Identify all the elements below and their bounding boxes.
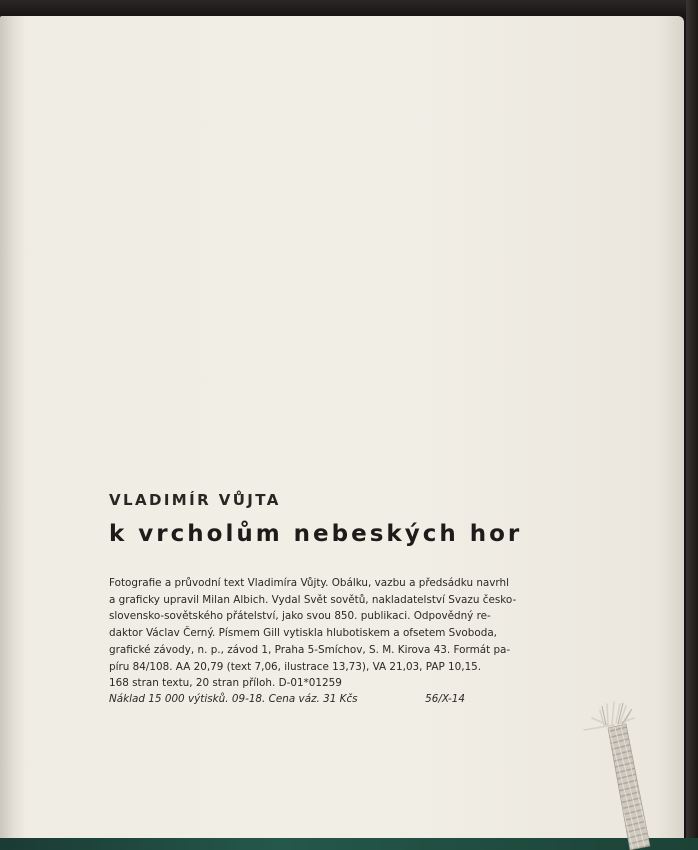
imprint-line: daktor Václav Černý. Písmem Gill vytiskla hlubotiskem a ofsetem Svoboda, xyxy=(109,627,497,640)
bookmark-ribbon xyxy=(574,700,664,850)
catalog-code: 56/X-14 xyxy=(425,693,465,705)
book-title: k vrcholům nebeských hor xyxy=(109,521,523,547)
imprint-line: slovensko-sovětského přátelství, jako svou 850. publikaci. Odpovědný re- xyxy=(109,610,491,623)
imprint-line: píru 84/108. AA 20,79 (text 7,06, ilustrace 13,73), VA 21,03, PAP 10,15. xyxy=(109,660,482,673)
imprint-line: Fotografie a průvodní text Vladimíra Vůjty. Obálku, vazbu a předsádku navrhl xyxy=(109,577,509,589)
edition-line xyxy=(109,693,465,705)
imprint-paragraph xyxy=(109,575,517,692)
imprint-line: a graficky upravil Milan Albich. Vydal Svět sovětů, nakladatelství Svazu česko- xyxy=(109,593,517,606)
imprint-line: 168 stran textu, 20 stran příloh. D-01*01259 xyxy=(109,677,342,690)
author-name: VLADIMÍR VŮJTA xyxy=(109,491,281,509)
book-cover-right-edge xyxy=(686,0,698,850)
print-run-price: Náklad 15 000 výtisků. 09-18. Cena váz. 31 Kčs xyxy=(109,693,358,705)
page-gutter-shadow xyxy=(0,16,26,838)
imprint-line: grafické závody, n. p., závod 1, Praha 5-Smíchov, S. M. Kirova 43. Formát pa- xyxy=(109,643,511,656)
